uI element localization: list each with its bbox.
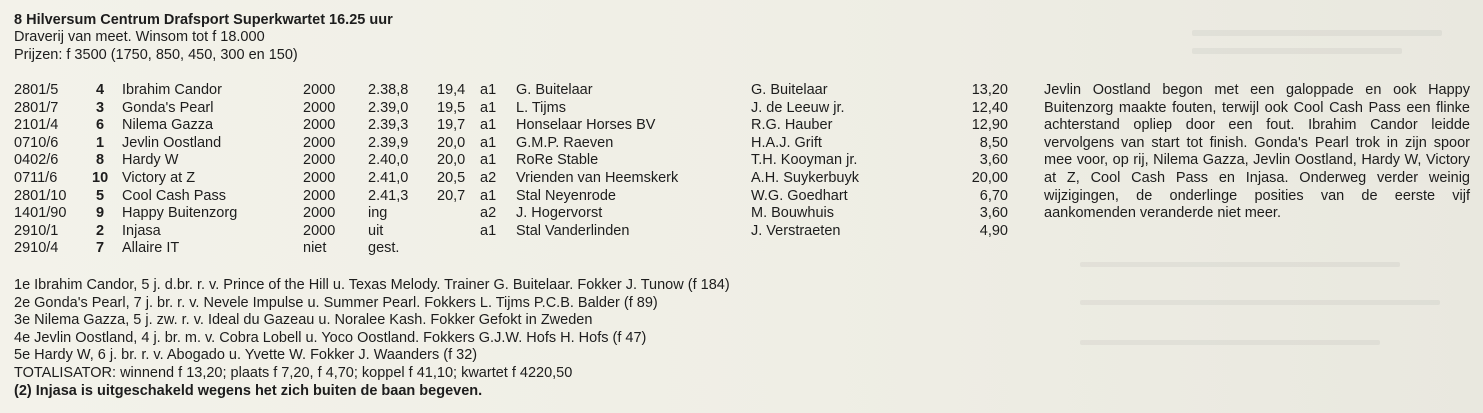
bleed-through-decoration: [1080, 300, 1440, 305]
odds: 12,40: [971, 99, 1008, 116]
start-number: 9: [95, 205, 105, 222]
distance: niet: [303, 240, 327, 257]
finish-time: uit: [368, 222, 384, 239]
finish-time: 2.39,3: [368, 117, 409, 134]
finish-time: 2.41,3: [368, 187, 409, 204]
horse-name: Jevlin Oostland: [122, 134, 222, 151]
horse-name: Victory at Z: [122, 169, 196, 186]
form-code: 2801/7: [14, 99, 59, 116]
horse-name: Nilema Gazza: [122, 117, 214, 134]
totalisator-line: TOTALISATOR: winnend f 13,20; plaats f 7,20, f 4,70; koppel f 41,10; kwartet f 4220,50: [14, 364, 573, 381]
pedigree-line: 2e Gonda's Pearl, 7 j. br. r. v. Nevele Impulse u. Summer Pearl. Fokkers L. Tijms P.C.B. Balder (f 89): [14, 294, 658, 311]
class: a1: [480, 117, 497, 134]
class: a1: [480, 99, 497, 116]
km-reduction: 20,5: [437, 169, 466, 186]
form-code: 2910/4: [14, 240, 59, 257]
class: a2: [480, 205, 497, 222]
km-reduction: 19,4: [437, 82, 466, 98]
odds: 6,70: [979, 187, 1008, 204]
horse-name: Cool Cash Pass: [122, 187, 226, 204]
odds: 8,50: [979, 134, 1008, 151]
odds: 4,90: [979, 222, 1008, 239]
start-number: 10: [92, 169, 109, 186]
finish-time: 2.39,9: [368, 134, 409, 151]
class: a2: [480, 169, 497, 186]
form-code: 0711/6: [14, 169, 58, 186]
owner: J. Hogervorst: [516, 205, 603, 222]
distance: 2000: [303, 205, 336, 222]
start-number: 2: [95, 222, 105, 239]
odds: 13,20: [971, 82, 1008, 98]
distance: 2000: [303, 134, 336, 151]
horse-name: Injasa: [122, 222, 161, 239]
distance: 2000: [303, 117, 336, 134]
start-number: 6: [95, 117, 105, 134]
bleed-through-decoration: [1192, 48, 1402, 54]
bleed-through-decoration: [1080, 340, 1380, 345]
driver: J. de Leeuw jr.: [751, 99, 845, 116]
driver: J. Verstraeten: [751, 222, 841, 239]
form-code: 2801/5: [14, 82, 59, 98]
distance: 2000: [303, 169, 336, 186]
start-number: 8: [95, 152, 105, 169]
finish-time: 2.38,8: [368, 82, 409, 98]
driver: M. Bouwhuis: [751, 205, 835, 222]
bleed-through-decoration: [1080, 262, 1400, 267]
class: a1: [480, 222, 497, 239]
distance: 2000: [303, 187, 336, 204]
race-prizes: Prijzen: f 3500 (1750, 850, 450, 300 en 150): [14, 47, 298, 63]
km-reduction: 20,0: [437, 134, 466, 151]
horse-name: Hardy W: [122, 152, 179, 169]
horse-name: Gonda's Pearl: [122, 99, 214, 116]
form-code: 0710/6: [14, 134, 59, 151]
odds: 12,90: [971, 117, 1008, 134]
distance: 2000: [303, 99, 336, 116]
form-code: 0402/6: [14, 152, 59, 169]
owner: RoRe Stable: [516, 152, 599, 169]
km-reduction: 19,7: [437, 117, 466, 134]
bleed-through-decoration: [1192, 30, 1442, 36]
start-number: 7: [95, 240, 105, 257]
start-number: 3: [95, 99, 105, 116]
form-code: 1401/90: [14, 205, 67, 222]
form-code: 2101/4: [14, 117, 59, 134]
owner: Honselaar Horses BV: [516, 117, 656, 134]
driver: H.A.J. Grift: [751, 134, 822, 151]
owner: G.M.P. Raeven: [516, 134, 614, 151]
odds: 3,60: [979, 205, 1008, 222]
km-reduction: 20,0: [437, 152, 466, 169]
km-reduction: 20,7: [437, 187, 466, 204]
pedigree-line: 1e Ibrahim Candor, 5 j. d.br. r. v. Prince of the Hill u. Texas Melody. Trainer G. Buitelaar. Fokker J. Tunow (f 184): [14, 277, 730, 293]
km-reduction: 19,5: [437, 99, 466, 116]
owner: Stal Neyenrode: [516, 187, 616, 204]
pedigree-line: 5e Hardy W, 6 j. br. r. v. Abogado u. Yvette W. Fokker J. Waanders (f 32): [14, 347, 478, 364]
finish-time: ing: [368, 205, 388, 222]
race-title: 8 Hilversum Centrum Drafsport Superkwartet 16.25 uur: [14, 12, 393, 28]
horse-name: Ibrahim Candor: [122, 82, 222, 98]
distance: 2000: [303, 222, 336, 239]
disqualification-note: (2) Injasa is uitgeschakeld wegens het zich buiten de baan begeven.: [14, 382, 483, 399]
class: a1: [480, 152, 497, 169]
owner: G. Buitelaar: [516, 82, 593, 98]
race-details: [14, 277, 730, 400]
odds: 20,00: [971, 169, 1008, 186]
distance: 2000: [303, 82, 336, 98]
distance: 2000: [303, 152, 336, 169]
class: a1: [480, 187, 497, 204]
owner: Stal Vanderlinden: [516, 222, 630, 239]
race-report: Jevlin Oostland begon met een galoppade en ook Happy Buitenzorg maakte fouten, terwijl ook Cool Cash Pass een flinke achterstand opliep door een fout. Ibrahim Candor leidde vervolgens van start tot finish. Gonda's Pearl trok in zijn spoor mee voor, op rij, Nilema Gazza, Jevlin Oostland, Hardy W, Victory at Z, Cool Cash Pass en Injasa. Onderweg verder weinig wijzigingen, de onderlinge posities van de eerste vijf aankomenden veranderde niet meer.: [1044, 82, 1470, 222]
finish-time: 2.40,0: [368, 152, 409, 169]
finish-time: gest.: [368, 240, 400, 257]
class: a1: [480, 134, 497, 151]
start-number: 5: [95, 187, 105, 204]
start-number: 1: [95, 134, 105, 151]
class: a1: [480, 82, 497, 98]
driver: W.G. Goedhart: [751, 187, 848, 204]
finish-time: 2.39,0: [368, 99, 409, 116]
driver: G. Buitelaar: [751, 82, 828, 98]
horse-name: Allaire IT: [122, 240, 180, 257]
race-conditions: Draverij van meet. Winsom tot f 18.000: [14, 29, 265, 45]
form-code: 2910/1: [14, 222, 59, 239]
driver: T.H. Kooyman jr.: [751, 152, 858, 169]
finish-time: 2.41,0: [368, 169, 409, 186]
form-code: 2801/10: [14, 187, 67, 204]
driver: A.H. Suykerbuyk: [751, 169, 859, 186]
pedigree-line: 4e Jevlin Oostland, 4 j. br. m. v. Cobra Lobell u. Yoco Oostland. Fokkers G.J.W. Hofs H. Hofs (f 47): [14, 329, 647, 346]
start-number: 4: [95, 82, 105, 98]
horse-name: Happy Buitenzorg: [122, 205, 238, 222]
owner: Vrienden van Heemskerk: [516, 169, 679, 186]
driver: R.G. Hauber: [751, 117, 833, 134]
odds: 3,60: [979, 152, 1008, 169]
pedigree-line: 3e Nilema Gazza, 5 j. zw. r. v. Ideal du Gazeau u. Noralee Kash. Fokker Gefokt in Zweden: [14, 312, 593, 329]
owner: L. Tijms: [516, 99, 566, 116]
